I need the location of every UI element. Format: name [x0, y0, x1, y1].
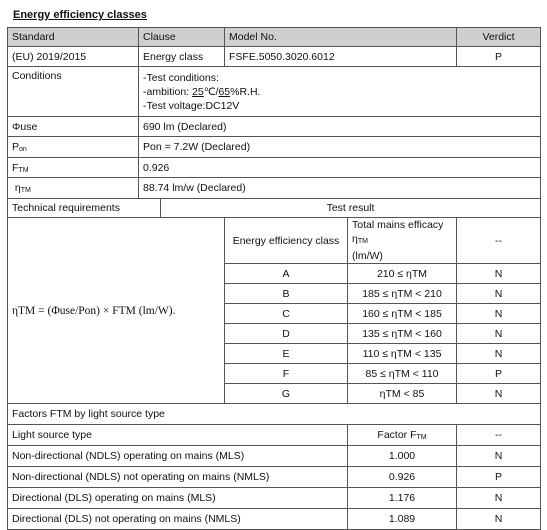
factor-verdict: P	[457, 467, 541, 488]
factors-header-row	[8, 425, 541, 446]
class-letter: D	[225, 324, 348, 344]
class-header-row	[8, 218, 541, 264]
conditions-row	[8, 67, 541, 117]
class-condition: 85 ≤ ηTM < 110	[348, 364, 457, 384]
verdict-value: P	[457, 47, 541, 67]
class-condition: 110 ≤ ηTM < 135	[348, 344, 457, 364]
phi-use-row	[8, 117, 541, 137]
model-value: FSFE.5050.3020.6012	[225, 47, 457, 67]
conditions-value	[139, 67, 541, 117]
phi-use-value: 690 lm (Declared)	[139, 117, 541, 137]
conditions-line1: -Test conditions:	[143, 71, 219, 84]
eta-tm-value: 88.74 lm/w (Declared)	[139, 178, 541, 199]
factor-value: 1.176	[348, 488, 457, 509]
factor-type: Non-directional (NDLS) operating on mains (MLS)	[8, 446, 348, 467]
class-col-header: Energy efficiency class	[225, 218, 348, 264]
phi-use-label: Φuse	[8, 117, 139, 137]
p-on-value: Pon = 7.2W (Declared)	[139, 137, 541, 158]
section-title: Energy efficiency classes	[13, 9, 147, 21]
eta-tm-row	[8, 178, 541, 199]
factor-type: Non-directional (NDLS) not operating on mains (NMLS)	[8, 467, 348, 488]
factor-value: 0.926	[348, 467, 457, 488]
factor-row	[8, 446, 541, 467]
class-letter: B	[225, 284, 348, 304]
f-tm-row	[8, 158, 541, 178]
class-letter: E	[225, 344, 348, 364]
energy-efficiency-table	[7, 27, 541, 530]
f-tm-value: 0.926	[139, 158, 541, 178]
factor-value: 1.000	[348, 446, 457, 467]
factors-heading-row	[8, 404, 541, 425]
standard-row	[8, 47, 541, 67]
class-condition: 160 ≤ ηTM < 185	[348, 304, 457, 324]
class-condition: 185 ≤ ηTM < 210	[348, 284, 457, 304]
class-verdict: P	[457, 364, 541, 384]
class-condition: ηTM < 85	[348, 384, 457, 404]
factor-row	[8, 467, 541, 488]
class-letter: A	[225, 264, 348, 284]
class-letter: F	[225, 364, 348, 384]
test-result-label: Test result	[161, 199, 541, 218]
factors-heading: Factors FTM by light source type	[8, 404, 541, 425]
clause-value: Energy class	[139, 47, 225, 67]
factor-ftm-header: Factor $F_{TM}$	[348, 425, 457, 446]
factor-type: Directional (DLS) not operating on mains (NMLS)	[8, 509, 348, 530]
header-model: Model No.	[225, 28, 457, 47]
factor-row	[8, 488, 541, 509]
tech-row	[8, 199, 541, 218]
header-clause: Clause	[139, 28, 225, 47]
standard-value: (EU) 2019/2015	[8, 47, 139, 67]
factor-row	[8, 509, 541, 530]
eta-tm-label: $\eta_{TM}$	[8, 178, 139, 199]
efficacy-col-header: Total mains efficacy $\eta_{TM}$ (lm/W)	[348, 218, 457, 264]
p-on-label: $P_{on}$	[8, 137, 139, 158]
factor-verdict-header: --	[457, 425, 541, 446]
header-standard: Standard	[8, 28, 139, 47]
class-condition: 210 ≤ ηTM	[348, 264, 457, 284]
class-verdict: N	[457, 344, 541, 364]
light-source-type-header: Light source type	[8, 425, 348, 446]
conditions-label: Conditions	[8, 67, 139, 117]
factor-verdict: N	[457, 488, 541, 509]
efficacy-formula: ηTM = (Φuse/Pon) × FTM (lm/W).	[8, 218, 225, 404]
factor-verdict: N	[457, 446, 541, 467]
class-letter: C	[225, 304, 348, 324]
header-verdict: Verdict	[457, 28, 541, 47]
class-verdict: N	[457, 284, 541, 304]
class-letter: G	[225, 384, 348, 404]
p-on-row	[8, 137, 541, 158]
class-verdict: N	[457, 304, 541, 324]
header-row	[8, 28, 541, 47]
f-tm-label: $F_{TM}$	[8, 158, 139, 178]
class-condition: 135 ≤ ηTM < 160	[348, 324, 457, 344]
class-verdict: N	[457, 384, 541, 404]
conditions-line2: -ambition: 25℃/65%R.H.	[143, 85, 261, 98]
factor-type: Directional (DLS) operating on mains (MLS)	[8, 488, 348, 509]
factor-verdict: N	[457, 509, 541, 530]
conditions-line3: -Test voltage:DC12V	[143, 99, 240, 112]
class-verdict: N	[457, 264, 541, 284]
factor-value: 1.089	[348, 509, 457, 530]
class-verdict-col-header: --	[457, 218, 541, 264]
class-verdict: N	[457, 324, 541, 344]
tech-requirements-label: Technical requirements	[8, 199, 161, 218]
